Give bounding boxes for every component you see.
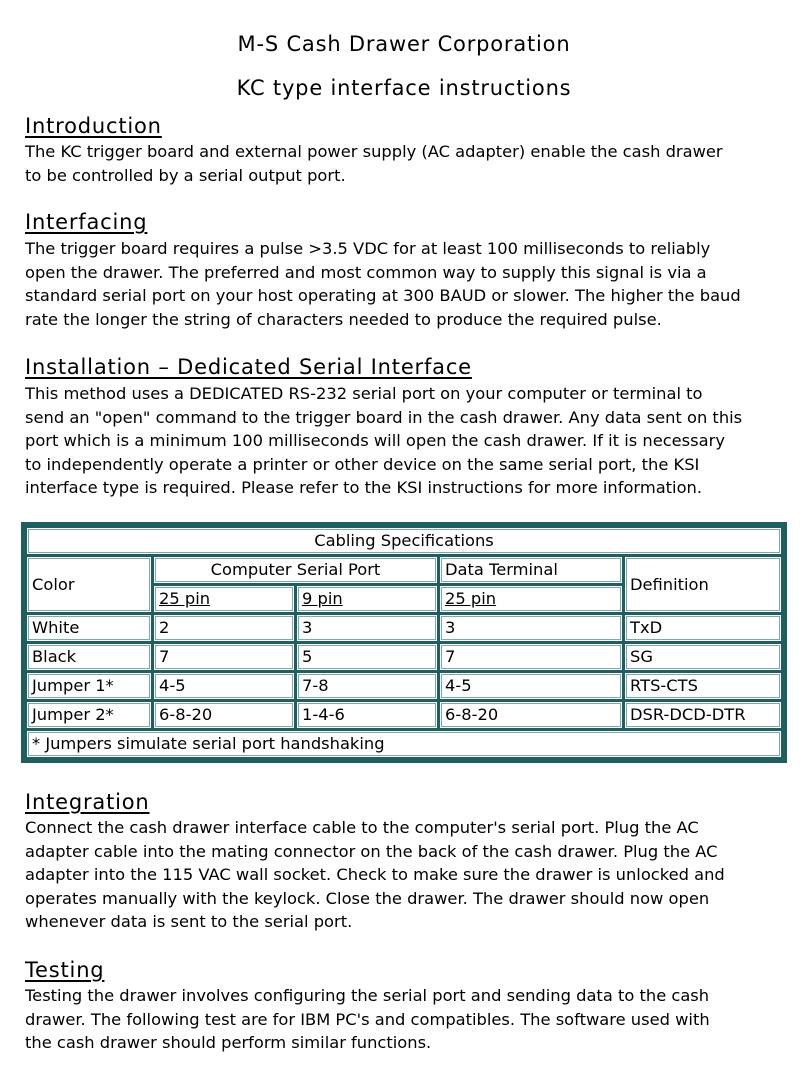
cell-25-pin: 7 [154,644,294,670]
cell-9-pin: 7-8 [297,673,437,699]
document-title: KC type interface instructions [236,76,572,100]
paragraph-line: whenever data is sent to the serial port. [25,912,353,932]
cell-9-pin: 1-4-6 [297,702,437,728]
integration-paragraph [25,816,795,934]
paragraph-line: adapter cable into the mating connector on the back of the cash drawer. Plug the AC [25,841,718,861]
header-definition: Definition [625,557,781,612]
cell-25-pin: 6-8-20 [154,702,294,728]
testing-heading: Testing [25,958,105,982]
cell-definition: TxD [625,615,781,641]
paragraph-line: open the drawer. The preferred and most common way to supply this signal is via a [25,262,707,282]
paragraph-line: send an "open" command to the trigger board in the cash drawer. Any data sent on this [25,407,743,427]
header-computer-serial-port: Computer Serial Port [154,557,437,583]
paragraph-line: operates manually with the keylock. Close the drawer. The drawer should now open [25,888,710,908]
cell-definition: DSR-DCD-DTR [625,702,781,728]
cell-terminal-25-pin: 3 [440,615,622,641]
subheader-terminal-25-pin: 25 pin [440,586,622,612]
cell-9-pin: 3 [297,615,437,641]
paragraph-line: Testing the drawer involves configuring the serial port and sending data to the cash [25,986,710,1005]
cabling-specifications-table [21,522,787,763]
table-row [27,615,781,641]
testing-paragraph [25,984,795,1055]
cell-terminal-25-pin: 4-5 [440,673,622,699]
cell-9-pin: 5 [297,644,437,670]
cell-25-pin: 4-5 [154,673,294,699]
cell-definition: RTS-CTS [625,673,781,699]
paragraph-line: rate the longer the string of characters needed to produce the required pulse. [25,309,662,329]
cell-terminal-25-pin: 6-8-20 [440,702,622,728]
integration-heading: Integration [25,790,150,814]
table-row [27,673,781,699]
cell-definition: SG [625,644,781,670]
header-color: Color [27,557,151,612]
interfacing-heading: Interfacing [25,210,148,234]
paragraph-line: the cash drawer should perform similar functions. [25,1033,432,1053]
paragraph-line: to be controlled by a serial output port. [25,165,346,185]
interfacing-paragraph [25,237,795,331]
installation-paragraph [25,382,795,500]
paragraph-line: port which is a minimum 100 milliseconds will open the cash drawer. If it is necessary [25,431,725,451]
company-title: M-S Cash Drawer Corporation [237,32,571,56]
subheader-25-pin: 25 pin [154,586,294,612]
cell-terminal-25-pin: 7 [440,644,622,670]
paragraph-line: The KC trigger board and external power supply (AC adapter) enable the cash drawer [25,142,723,161]
table-row [27,644,781,670]
introduction-heading: Introduction [25,114,162,138]
header-data-terminal: Data Terminal [440,557,622,583]
paragraph-line: This method uses a DEDICATED RS-232 serial port on your computer or terminal to [25,384,703,403]
installation-heading: Installation – Dedicated Serial Interface [25,355,472,379]
subheader-9-pin: 9 pin [297,586,437,612]
table-row [27,702,781,728]
cell-color: Jumper 2* [27,702,151,728]
paragraph-line: Connect the cash drawer interface cable to the computer's serial port. Plug the AC [25,818,699,837]
cell-color: White [27,615,151,641]
paragraph-line: drawer. The following test are for IBM PC's and compatibles. The software used with [25,1009,710,1029]
table-title: Cabling Specifications [27,528,781,554]
introduction-paragraph [25,140,795,187]
cell-25-pin: 2 [154,615,294,641]
paragraph-line: to independently operate a printer or other device on the same serial port, the KSI [25,454,700,474]
paragraph-line: standard serial port on your host operating at 300 BAUD or slower. The higher the baud [25,286,741,306]
paragraph-line: interface type is required. Please refer to the KSI instructions for more information. [25,478,703,498]
table-footnote: * Jumpers simulate serial port handshaking [27,731,781,757]
paragraph-line: The trigger board requires a pulse >3.5 VDC for at least 100 milliseconds to reliably [25,239,711,258]
paragraph-line: adapter into the 115 VAC wall socket. Check to make sure the drawer is unlocked and [25,865,725,885]
cell-color: Black [27,644,151,670]
cell-color: Jumper 1* [27,673,151,699]
